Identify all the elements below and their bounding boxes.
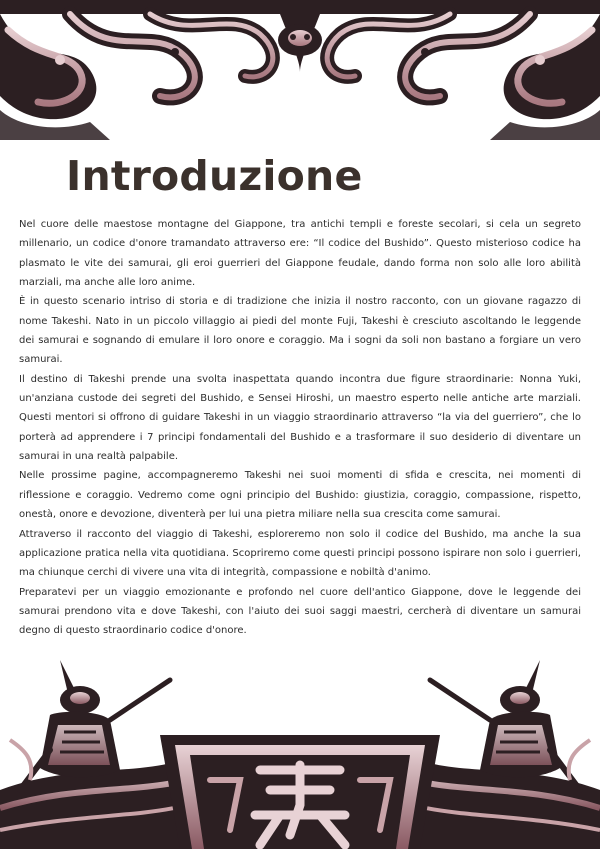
right-dragon-icon	[327, 14, 600, 140]
paragraph: Il destino di Takeshi prende una svolta inaspettata quando incontra due figure straordinarie: Nonna Yuki, un'anziana custode dei segreti del Bushido, e Sensei Hiroshi, un maestro esperto nelle antiche arte marziali. Questi mentori si offrono di guidare Takeshi in un viaggio straordinario attraverso “la via del guerriero”, che lo porterà ad apprendere i 7 principi fondamentali del Bushido e a trasformare il suo desiderio di diventare un samurai in una realtà palpabile.	[19, 373, 581, 463]
paragraph: Nel cuore delle maestose montagne del Giappone, tra antichi templi e foreste secolari, si cela un segreto millenario, un codice d'onore tramandato attraverso ere: “Il codice del Bushido”. Questo misterioso codice ha plasmato le vite dei samurai, gli eroi guerrieri del Giappone feudale, dando forma non solo alle loro abilità marziali, ma anche alle loro anime.	[19, 219, 581, 289]
left-dragon-icon	[0, 14, 273, 140]
bottom-samurai-ornament	[0, 640, 600, 849]
top-dragon-ornament	[0, 0, 600, 140]
paragraph: Nelle prossime pagine, accompagneremo Takeshi nei suoi momenti di sfida e crescita, nei momenti di riflessione e coraggio. Vedremo come ogni principio del Bushido: giustizia, coraggio, compassione, rispetto, onestà, onore e devozione, diventerà per lui una pietra miliare nella sua crescita come samurai.	[19, 470, 581, 521]
paragraph: Attraverso il racconto del viaggio di Takeshi, esploreremo non solo il codice del Bushido, ma anche la sua applicazione pratica nella vita quotidiana. Scopriremo come questi principi possono ispirare non solo i guerrieri, ma chiunque cerchi di vivere una vita di integrità, compassione e nobiltà d'animo.	[19, 528, 581, 579]
center-dragon-head-icon	[278, 14, 322, 72]
intro-body	[19, 215, 581, 641]
paragraph: È in questo scenario intriso di storia e di tradizione che inizia il nostro racconto, con un giovane ragazzo di nome Takeshi. Nato in un piccolo villaggio ai piedi del monte Fuji, Takeshi è cresciuto ascoltando le leggende dei samurai e sognando di emulare il loro onore e coraggio. Ma i sogni da soli non bastano a forgiare un vero samurai.	[19, 296, 581, 366]
kanji-crest-icon	[160, 735, 440, 849]
page-title: Introduzione	[66, 152, 363, 200]
paragraph: Preparatevi per un viaggio emozionante e profondo nel cuore dell'antico Giappone, dove le leggende dei samurai prendono vita e dove Takeshi, con l'aiuto dei suoi saggi maestri, cercherà di diventare un samurai degno di questo straordinario codice d'onore.	[19, 586, 581, 637]
